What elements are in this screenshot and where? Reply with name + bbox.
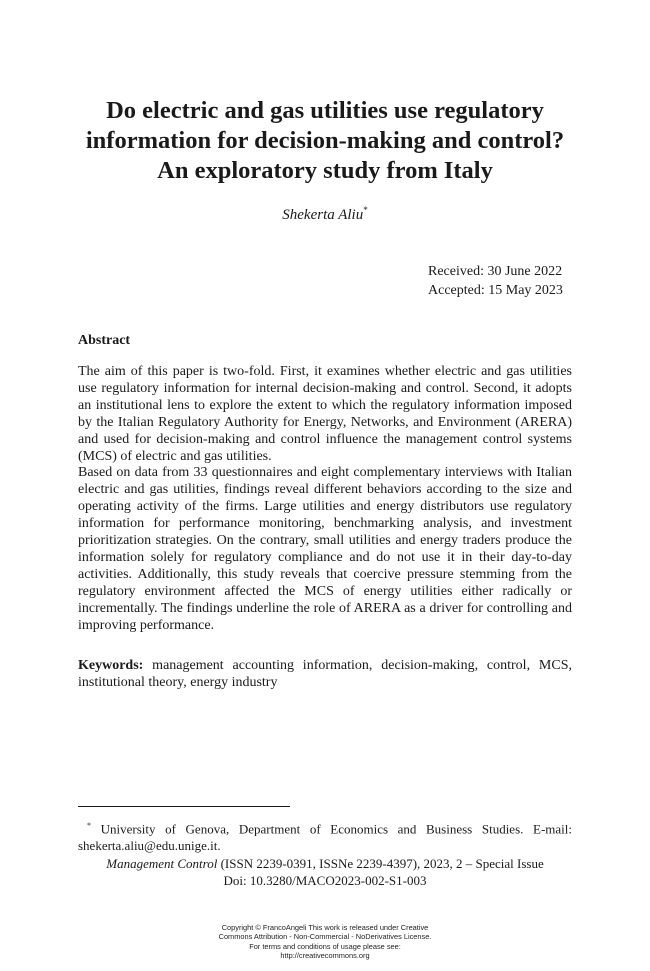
title-line-2: information for decision-making and control? <box>85 127 565 154</box>
abstract-paragraph-2: Based on data from 33 questionnaires and eight complementary interviews with Italian electric and gas utilities, findings reveal different behaviors according to the size and operating activity of the firms. Large utilities and energy distributors use regulatory information for performance monitoring, benchmarking analysis, and investment prioritization strategies. On the contrary, small utilities and energy traders produce the information solely for regulatory compliance and do not use it in their day-to-day activities. Additionally, this study reveals that coercive pressure stemming from the regulatory environment affected the MCS of energy utilities either radically or incrementally. The findings underline the role of ARERA as a driver for controlling and improving performance. <box>78 465 572 633</box>
author-name: Shekerta Aliu <box>282 207 364 223</box>
footnote-mark: * <box>87 821 91 830</box>
submission-dates <box>428 262 563 300</box>
title-line-3: An exploratory study from Italy <box>157 157 493 184</box>
license-line-3: For terms and conditions of usage please see: <box>249 941 401 951</box>
license-line-2: Commons Attribution - Non-Commercial - NoDerivatives License. <box>218 932 432 942</box>
journal-citation <box>78 856 572 889</box>
author-affiliation-footnote <box>78 818 572 854</box>
abstract-heading: Abstract <box>78 333 131 348</box>
abstract-paragraph-1: The aim of this paper is two-fold. First, it examines whether electric and gas utilities use regulatory information for internal decision-making and control. Second, it adopts an institutional lens to explore the extent to which the regulatory information imposed by the Italian Regulatory Authority for Energy, Networks, and Environment (ARERA) and used for decision-making and control influence the management control systems (MCS) of electric and gas utilities. <box>78 364 572 464</box>
license-notice <box>0 923 650 961</box>
license-link[interactable]: http://creativecommons.org <box>280 951 370 961</box>
keywords-label: Keywords: <box>78 658 144 673</box>
title-line-1: Do electric and gas utilities use regulatory <box>106 97 544 124</box>
citation-details: (ISSN 2239-0391, ISSNe 2239-4397), 2023, 2 – Special Issue <box>217 856 544 871</box>
keywords <box>78 657 572 691</box>
received-date: Received: 30 June 2022 <box>428 264 563 279</box>
footnote-text: University of Genova, Department of Economics and Business Studies. E-mail: shekerta.aliu@edu.unige.it. <box>78 821 572 853</box>
license-line-1: Copyright © FrancoAngeli This work is released under Creative <box>221 923 429 932</box>
paper-title <box>60 96 590 186</box>
author-line <box>0 205 650 224</box>
keywords-text: management accounting information, decision-making, control, MCS, institutional theory, energy industry <box>78 658 572 690</box>
abstract-body <box>78 364 572 635</box>
accepted-date: Accepted: 15 May 2023 <box>428 283 563 298</box>
doi: Doi: 10.3280/MACO2023-002-S1-003 <box>223 872 427 888</box>
author-footnote-mark: * <box>363 205 368 215</box>
footnote-divider <box>78 806 290 807</box>
citation-line <box>78 856 572 873</box>
journal-name: Management Control <box>106 856 218 871</box>
